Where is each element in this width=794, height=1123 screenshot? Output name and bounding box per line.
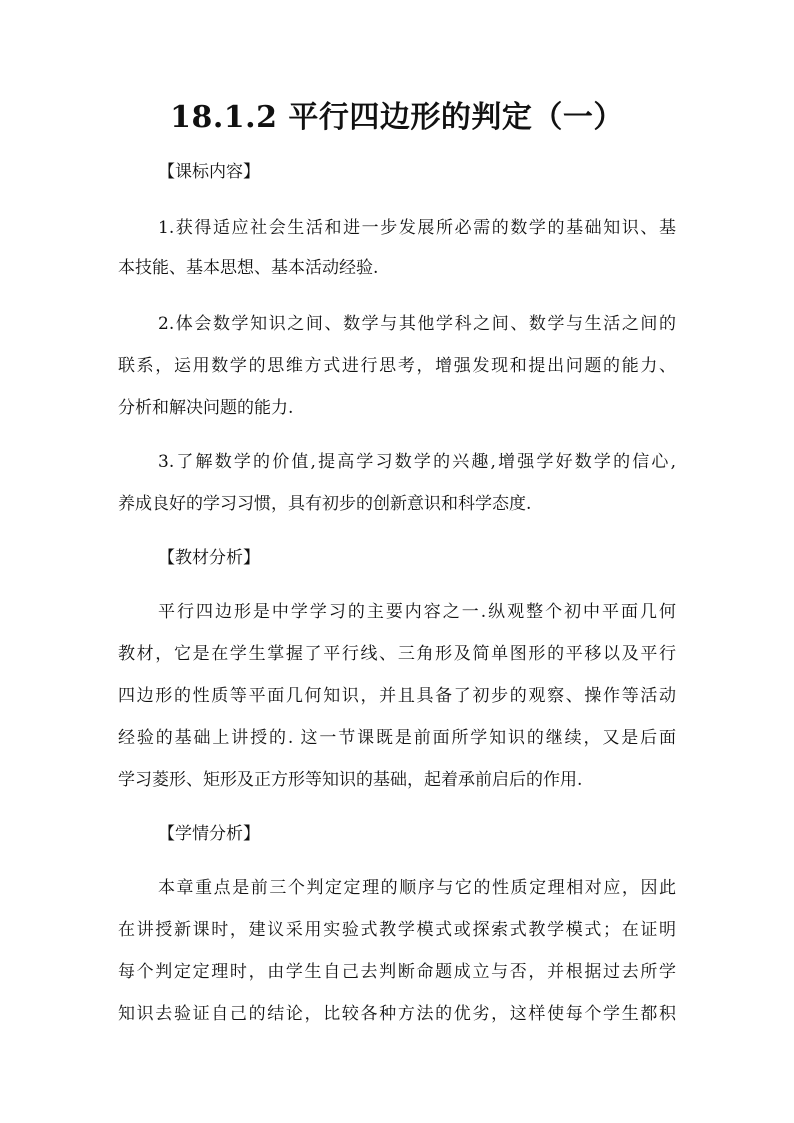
paragraph-line: 分析和解决问题的能力. [118, 398, 294, 418]
section-heading-material: 【教材分析】 [158, 548, 260, 568]
paragraph-line: 知识去验证自己的结论，比较各种方法的优劣，这样使每个学生都积 [118, 1004, 676, 1024]
paragraph-line: 经验的基础上讲授的. 这一节课既是前面所学知识的继续，又是后面 [118, 728, 676, 748]
paragraph-line: 在讲授新课时，建议采用实验式教学模式或探索式教学模式；在证明 [118, 920, 676, 940]
paragraph-line: 每个判定定理时，由学生自己去判断命题成立与否，并根据过去所学 [118, 962, 676, 982]
paragraph-line: 2.体会数学知识之间、数学与其他学科之间、数学与生活之间的 [158, 314, 676, 334]
paragraph-line: 学习菱形、矩形及正方形等知识的基础，起着承前启后的作用. [118, 770, 583, 790]
paragraph-line: 本章重点是前三个判定定理的顺序与它的性质定理相对应，因此 [158, 878, 676, 898]
paragraph-line: 3.了解数学的价值,提高学习数学的兴趣,增强学好数学的信心, [158, 452, 676, 472]
section-heading-curriculum: 【课标内容】 [158, 162, 260, 182]
paragraph-line: 本技能、基本思想、基本活动经验. [118, 258, 379, 278]
section-heading-students: 【学情分析】 [158, 824, 260, 844]
paragraph-line: 四边形的性质等平面几何知识，并且具备了初步的观察、操作等活动 [118, 686, 676, 706]
paragraph-line: 平行四边形是中学学习的主要内容之一.纵观整个初中平面几何 [158, 602, 676, 622]
paragraph-line: 养成良好的学习习惯，具有初步的创新意识和科学态度. [118, 494, 532, 514]
paragraph-line: 1.获得适应社会生活和进一步发展所必需的数学的基础知识、基 [158, 218, 676, 238]
paragraph-line: 联系，运用数学的思维方式进行思考，增强发现和提出问题的能力、 [118, 356, 676, 376]
page-title: 18.1.2 平行四边形的判定（一） [170, 100, 624, 135]
paragraph-line: 教材，它是在学生掌握了平行线、三角形及简单图形的平移以及平行 [118, 644, 676, 664]
